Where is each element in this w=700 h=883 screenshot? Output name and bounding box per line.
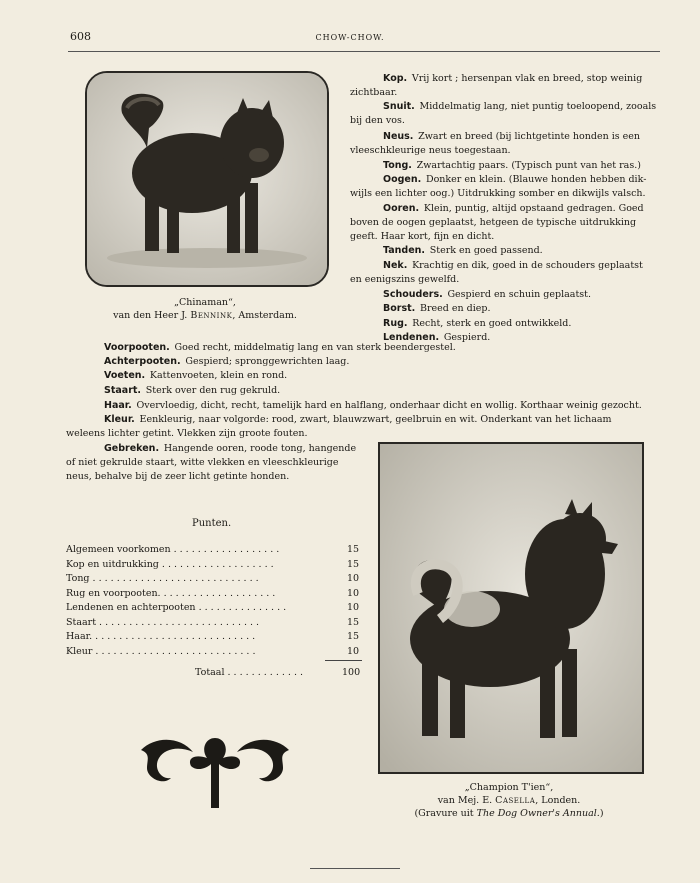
standard-line [350, 274, 459, 285]
points-row [66, 573, 366, 587]
points-label: Algemeen voorkomen . . . . . . . . . . . . . . . . . . [66, 544, 280, 555]
standard-line [383, 203, 644, 214]
standard-term: Schouders. [383, 289, 443, 300]
caption-champion-tien [378, 781, 640, 820]
standard-line [104, 370, 287, 381]
standard-text: Sterk en goed passend. [429, 245, 543, 256]
standard-line [350, 217, 636, 228]
standard-line [66, 428, 307, 439]
standard-line [383, 131, 640, 142]
footer-rule [310, 868, 400, 869]
points-row [66, 588, 366, 602]
points-label: Lendenen en achterpooten . . . . . . . . . . . . . . . [66, 602, 287, 613]
standard-line [383, 245, 543, 256]
standard-text: boven de oogen geplaatst, hetgeen de typische uitdrukking [350, 217, 637, 228]
standard-term: Tanden. [383, 245, 426, 256]
points-row [66, 631, 366, 645]
points-label: Haar. . . . . . . . . . . . . . . . . . . . . . . . . . . . [66, 631, 256, 642]
standard-text: Eenkleurig, naar volgorde: rood, zwart, blauwzwart, geelbruin en wit. Onderkant van het lichaam [139, 414, 612, 425]
standard-line [104, 443, 356, 454]
standard-text: Klein, puntig, altijd opstaand gedragen. Goed [423, 203, 644, 214]
points-value: 15 [347, 558, 360, 570]
standard-line [104, 342, 456, 353]
photo-champion-tien [378, 442, 644, 774]
page-number: 608 [70, 30, 91, 43]
caption-title: „Chinaman“, [174, 297, 236, 308]
standard-text: wijls een lichter oog.) Uitdrukking somber en dikwijls valsch. [350, 188, 646, 199]
standard-line [104, 414, 612, 425]
standard-term: Achterpooten. [104, 356, 181, 367]
standard-line [383, 160, 641, 171]
points-row [66, 544, 366, 558]
points-row [66, 617, 366, 631]
points-value: 10 [347, 645, 360, 657]
standard-term: Haar. [104, 400, 132, 411]
standard-line [350, 188, 646, 199]
caption-title: „Champion T'ien“, [464, 782, 554, 793]
standard-line [383, 73, 642, 84]
standard-text: geeft. Haar kort, fijn en dicht. [350, 231, 495, 242]
standard-term: Gebreken. [104, 443, 160, 454]
points-row [66, 646, 366, 660]
standard-text: bij den vos. [350, 115, 405, 126]
standard-text: Krachtig en dik, goed in de schouders geplaatst [412, 260, 643, 271]
photo-chinaman [85, 71, 329, 287]
standard-line [383, 260, 643, 271]
standard-line [383, 303, 491, 314]
standard-line [104, 400, 642, 411]
points-value: 15 [347, 544, 360, 555]
standard-line [383, 289, 591, 300]
standard-text: Gespierd. [443, 332, 491, 343]
standard-text: Middelmatig lang, niet puntig toeloopend, zooals [419, 101, 657, 112]
standard-line [383, 101, 656, 112]
standard-term: Voeten. [104, 370, 146, 381]
points-label: Rug en voorpooten. . . . . . . . . . . . . . . . . . . . [66, 587, 276, 599]
standard-line [383, 318, 571, 329]
standard-term: Neus. [383, 131, 414, 142]
art-nouveau-ornament [135, 728, 295, 810]
standard-term: Kop. [383, 73, 408, 84]
standard-term: Tong. [383, 160, 412, 171]
standard-text: neus, behalve bij de zeer licht getinte honden. [66, 471, 290, 482]
standard-text: vleeschkleurige neus toegestaan. [350, 145, 511, 156]
points-value: 10 [347, 587, 360, 599]
points-label: Kop en uitdrukking . . . . . . . . . . . . . . . . . . . [66, 558, 274, 570]
points-title: Punten. [192, 518, 232, 529]
standard-text: Vrij kort ; hersenpan vlak en breed, stop weinig [411, 73, 643, 84]
points-value: 10 [347, 573, 360, 584]
standard-line [66, 457, 338, 468]
standard-text: Zwartachtig paars. (Typisch punt van het ras.) [416, 160, 641, 171]
standard-text: Kattenvoeten, klein en rond. [149, 370, 288, 381]
points-value: 10 [347, 602, 360, 613]
standard-line [350, 115, 405, 126]
standard-term: Staart. [104, 385, 142, 396]
caption-chinaman [85, 296, 325, 322]
standard-term: Snuit. [383, 101, 415, 112]
standard-text: Gespierd; spronggewrichten laag. [185, 356, 350, 367]
points-label: Tong . . . . . . . . . . . . . . . . . . . . . . . . . . . . [66, 573, 259, 584]
caption-owner: van Mej. E. Casella, Londen. [437, 795, 581, 806]
standard-text: Zwart en breed (bij lichtgetinte honden is een [418, 131, 641, 142]
points-value: 15 [347, 631, 360, 642]
caption-source: (Gravure uit The Dog Owner's Annual.) [414, 808, 604, 819]
standard-term: Oogen. [383, 174, 422, 185]
standard-text: zichtbaar. [350, 87, 398, 98]
standard-term: Rug. [383, 318, 408, 329]
standard-line [350, 87, 397, 98]
running-title: CHOW-CHOW. [315, 33, 385, 42]
standard-line [66, 471, 289, 482]
points-label: Kleur . . . . . . . . . . . . . . . . . . . . . . . . . . . [66, 645, 256, 657]
points-row [66, 559, 366, 573]
standard-term: Lendenen. [383, 332, 440, 343]
standard-text: of niet gekrulde staart, witte vlekken en vleeschkleurige [66, 457, 339, 468]
standard-line [350, 145, 511, 156]
standard-text: en eenigszins gewelfd. [350, 274, 460, 285]
standard-text: Overvloedig, dicht, recht, tamelijk hard en halflang, onderhaar dicht en wollig. Korthaar weinig gezocht. [136, 400, 642, 411]
standard-text: Recht, sterk en goed ontwikkeld. [412, 318, 572, 329]
standard-term: Ooren. [383, 203, 420, 214]
standard-text: Goed recht, middelmatig lang en van sterk beendergestel. [174, 342, 456, 353]
points-label: Staart . . . . . . . . . . . . . . . . . . . . . . . . . . . [66, 616, 260, 628]
standard-text: Donker en klein. (Blauwe honden hebben dik- [425, 174, 647, 185]
points-row [66, 602, 366, 616]
standard-text: Breed en diep. [420, 303, 491, 314]
standard-text: Hangende ooren, roode tong, hangende [163, 443, 357, 454]
standard-term: Nek. [383, 260, 408, 271]
standard-line [104, 356, 349, 367]
standard-term: Voorpooten. [104, 342, 170, 353]
caption-owner: van den Heer J. Bennink, Amsterdam. [113, 310, 297, 321]
standard-line [383, 174, 646, 185]
standard-text: Sterk over den rug gekruld. [145, 385, 281, 396]
standard-term: Borst. [383, 303, 416, 314]
points-value: 15 [347, 616, 360, 628]
standard-term: Kleur. [104, 414, 135, 425]
standard-line [104, 385, 280, 396]
standard-text: Gespierd en schuin geplaatst. [447, 289, 591, 300]
standard-text: weleens lichter getint. Vlekken zijn groote fouten. [66, 428, 308, 439]
total-rule [325, 660, 362, 661]
standard-line [350, 231, 494, 242]
header-rule [68, 51, 660, 52]
points-total: Totaal . . . . . . . . . . . . . 100 [195, 667, 361, 678]
